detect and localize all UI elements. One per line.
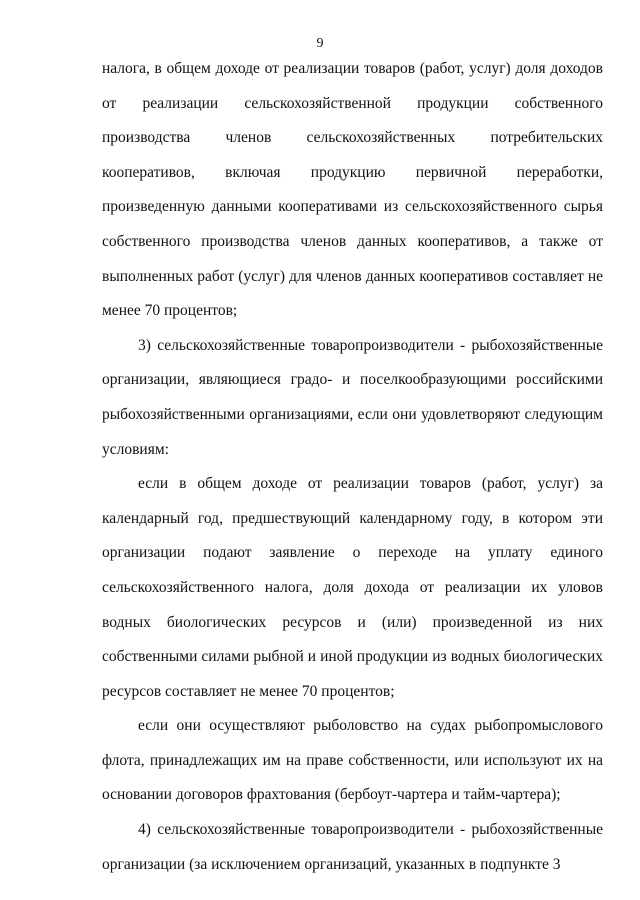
document-body	[102, 52, 603, 882]
page-number: 9	[316, 36, 324, 51]
paragraph-2: 3) сельскохозяйственные товаропроизводители - рыбохозяйственные организации, являющиеся градо- и поселкообразующими российскими рыбохозяйственными организациями, если они удовлетворяют следующим условиям:	[102, 336, 603, 458]
paragraph-3: если в общем доходе от реализации товаров (работ, услуг) за календарный год, предшествующий календарному году, в котором эти организации подают заявление о переходе на уплату единого сельскохозяйственного налога, доля дохода от реализации их уловов водных биологических ресурсов и (или) произведенной из них собственными силами рыбной и иной продукции из водных биологических ресурсов составляет не менее 70 процентов;	[102, 475, 603, 700]
paragraph-1: налога, в общем доходе от реализации товаров (работ, услуг) доля доходов от реализации сельскохозяйственной продукции собственного производства членов сельскохозяйственных потребительских кооперативов, включая продукцию первичной переработки, произведенную данными кооперативами из сельскохозяйственного сырья собственного производства членов данных кооперативов, а также от выполненных работ (услуг) для членов данных кооперативов составляет не менее 70 процентов;	[102, 60, 603, 320]
paragraph-4: если они осуществляют рыболовство на судах рыбопромыслового флота, принадлежащих им на праве собственности, или используют их на основании договоров фрахтования (бербоут-чартера и тайм-чартера);	[102, 717, 603, 804]
paragraph-5: 4) сельскохозяйственные товаропроизводители - рыбохозяйственные организации (за исключением организаций, указанных в подпункте 3	[102, 821, 603, 873]
